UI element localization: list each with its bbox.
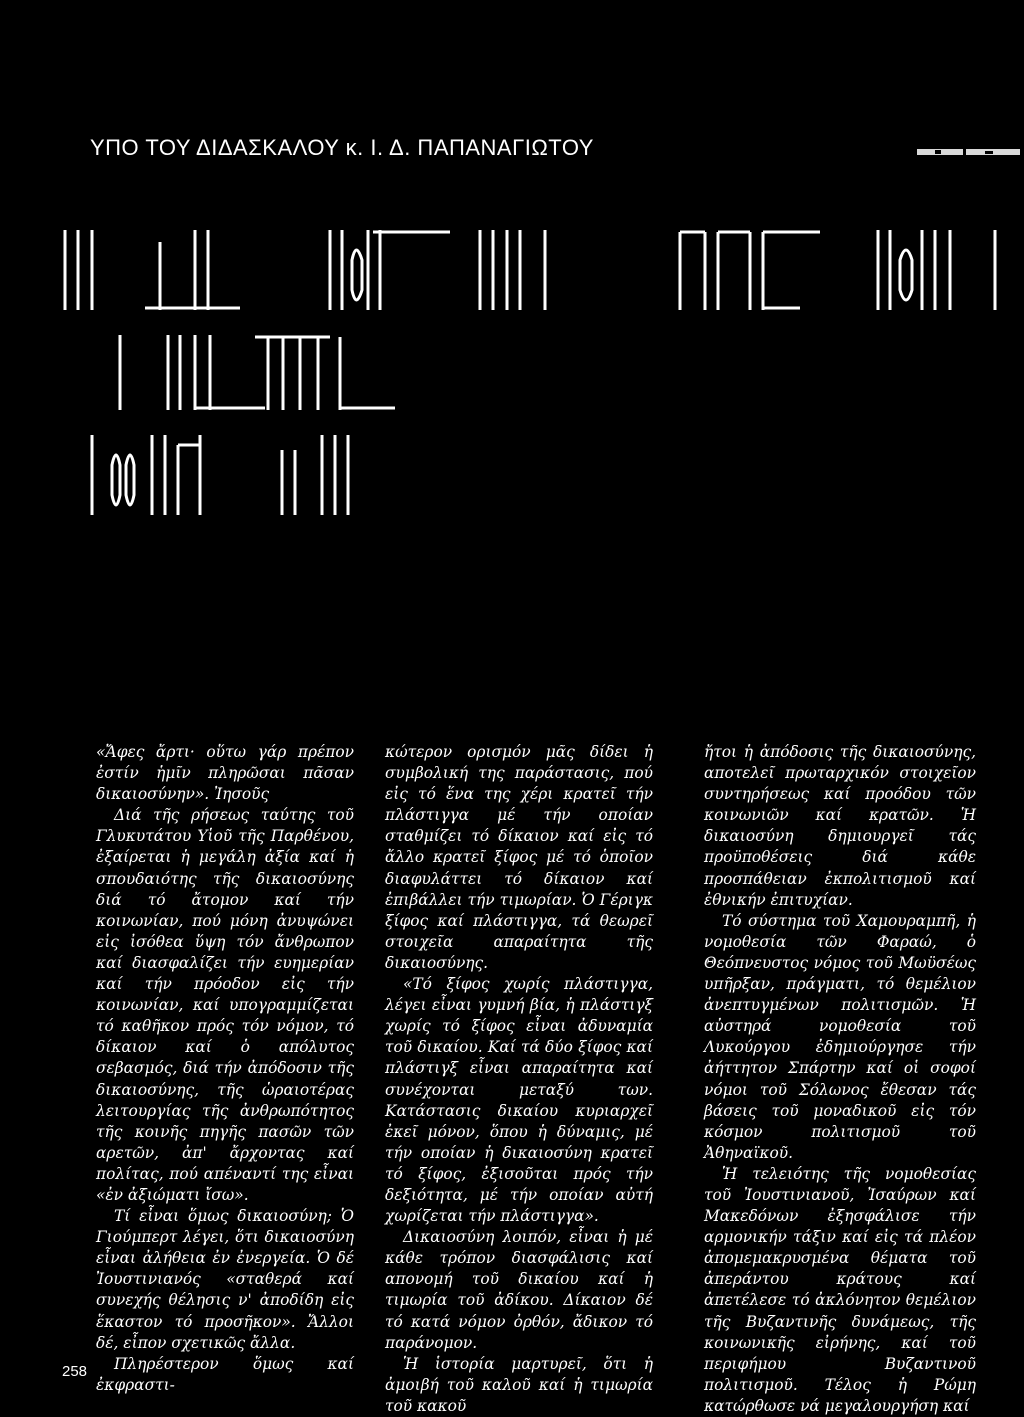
scan-artifact-mark [905,148,1020,156]
body-paragraph: Τό σύστημα τοῦ Χαμουραμπῆ, ἡ νομοθεσία τῶν Φαραώ, ὁ Θεόπνευστος νόμος τοῦ Μωϋσέως υπῆρξαν, πράγματι, τό θεμέλιον ἀνεπτυγμένων πολιτισμῶν. Ἡ αὐστηρά νομοθεσία τοῦ Λυκούργου ἐδημιούργησε τήν ἀήττητον Σπάρτην καί οἱ σοφοί νόμοι τοῦ Σόλωνος ἔθεσαν τάς βάσεις τοῦ μοναδικοῦ εἰς τόν κόσμον πολιτισμοῦ τοῦ Ἀθηναϊκοῦ. [704,911,976,1162]
body-paragraph: Δικαιοσύνη λοιπόν, εἶναι ἡ μέ κάθε τρόπον διασφάλισις καί απονομή τοῦ δικαίου καί ἡ τιμωρία τοῦ ἀδίκου. Δίκαιον δέ τό κατά νόμον ὀρθόν, ἄδικον τό παράνομον. [385,1228,653,1352]
body-paragraph: Πληρέστερον ὅμως καί ἐκφραστι- [96,1354,354,1394]
body-paragraph: Διά τῆς ρήσεως ταύτης τοῦ Γλυκυτάτου Υἱοῦ τῆς Παρθένου, ἐξαίρεται ἡ μεγάλη ἀξία καί ἡ σπουδαιότης τῆς δικαιοσύνης διά τό ἄτομον καί τήν κοινωνίαν, πού μόνη ἀνυψώνει εἰς ἰσόθεα ὕψη τόν ἄνθρωπον καί διασφαλίζει τήν ευημερίαν καί τήν πρόοδον εἰς τήν κοινωνίαν, καί υπογραμμίζεται τό καθῆκον πρός τόν νόμον, τό δίκαιον καί ὁ απόλυτος σεβασμός, διά τήν ἀπόδοσιν τῆς δικαιοσύνης, τῆς ὡραιοτέρας λειτουργίας τῆς ἀνθρωπότητος τῆς κοινῆς πηγῆς πασῶν τῶν αρετῶν, ἀπ' ἄρχοντας καί πολίτας, πού απέναντί της εἶναι «ἐν ἀξιώματι ἴσω». [96,806,354,1204]
text-column-2 [385,742,653,1417]
body-paragraph: Ἡ ἱστορία μαρτυρεῖ, ὅτι ἡ ἀμοιβή τοῦ καλοῦ καί ἡ τιμωρία τοῦ κακοῦ [385,1354,653,1415]
article-byline: ΥΠΟ ΤΟΥ ΔΙΔΑΣΚΑΛΟΥ κ. Ι. Δ. ΠΑΠΑΝΑΓΙΩΤΟΥ [90,135,594,160]
epigraph-paragraph: «Ἄφες ἄρτι· οὕτω γάρ πρέπον ἐστίν ἡμῖν πληρῶσαι πᾶσαν δικαιοσύνην». Ἰησοῦς [96,743,354,804]
body-paragraph: Τί εἶναι ὅμως δικαιοσύνη; Ὁ Γιούμπερτ λέγει, ὅτι δικαιοσύνη εἶναι ἀλήθεια ἐν ἐνεργεία. Ὁ δέ Ἰουστινιανός «σταθερά καί συνεχής θέλησις ν' ἀποδίδη εἰς ἕκαστον τό προσῆκον». Ἄλλοι δέ, εἶπον σχετικῶς ἄλλα. [96,1207,354,1352]
text-column-3 [704,742,976,1417]
decorative-title-lettering-icon [0,220,1024,520]
body-paragraph: Ἡ τελειότης τῆς νομοθεσίας τοῦ Ἰουστινιανοῦ, Ἰσαύρων καί Μακεδόνων ἐξησφάλισε τήν αρμονικήν τάξιν καί εἰς τά πλέον ἀπομεμακρυσμένα θέματα τοῦ ἀπεράντου κράτους καί ἀπετέλεσε τό ἀκλόνητον θεμέλιον τῆς Βυζαντινῆς δυνάμεως, τῆς κοινωνικῆς εἰρήνης, καί τοῦ περιφήμου Βυζαντινοῦ πολιτισμοῦ. Τέλος ἡ Ρώμη κατώρθωσε νά μεγαλουργήση καί [704,1164,976,1415]
body-paragraph: κώτερον ορισμόν μᾶς δίδει ἡ συμβολική της παράστασις, πού εἰς τό ἕνα της χέρι κρατεῖ τήν πλάστιγγα μέ τήν οποίαν σταθμίζει τό δίκαιον καί εἰς τό ἄλλο κρατεῖ ξίφος μέ τό ὁποῖον διαφυλάττει τό δίκαιον καί ἐπιβάλλει τήν τιμωρίαν. Ὁ Γέριγκ ξίφος καί πλάστιγγα, τά θεωρεῖ στοιχεῖα απαραίτητα τῆς δικαιοσύνης. [385,743,653,972]
text-column-1 [96,742,354,1396]
body-paragraph: «Τό ξίφος χωρίς πλάστιγγα, λέγει εἶναι γυμνή βία, ἡ πλάστιγξ χωρίς τό ξίφος εἶναι ἀδυναμία τοῦ δικαίου. Καί τά δύο ξίφος καί πλάστιγξ εἶναι απαραίτητα καί συνέχονται μεταξύ των. Κατάστασις δικαίου κυριαρχεῖ ἐκεῖ μόνον, ὅπου ἡ δύναμις, μέ τήν οποίαν ἡ δικαιοσύνη κρατεῖ τό ξίφος, ἐξισοῦται πρός τήν δεξιότητα, μέ τήν οποίαν αὐτή χωρίζεται τήν πλάστιγγα». [385,975,653,1226]
body-paragraph: ἤτοι ἡ ἀπόδοσις τῆς δικαιοσύνης, αποτελεῖ πρωταρχικόν στοιχεῖον συντηρήσεως καί προόδου τῶν κοινωνιῶν καί κρατῶν. Ἡ δικαιοσύνη δημιουργεῖ τάς προϋποθέσεις διά κάθε προσπάθειαν ἐκπολιτισμοῦ καί ἐθνικήν ἐπιτυχίαν. [704,743,976,909]
page-number: 258 [62,1363,88,1380]
